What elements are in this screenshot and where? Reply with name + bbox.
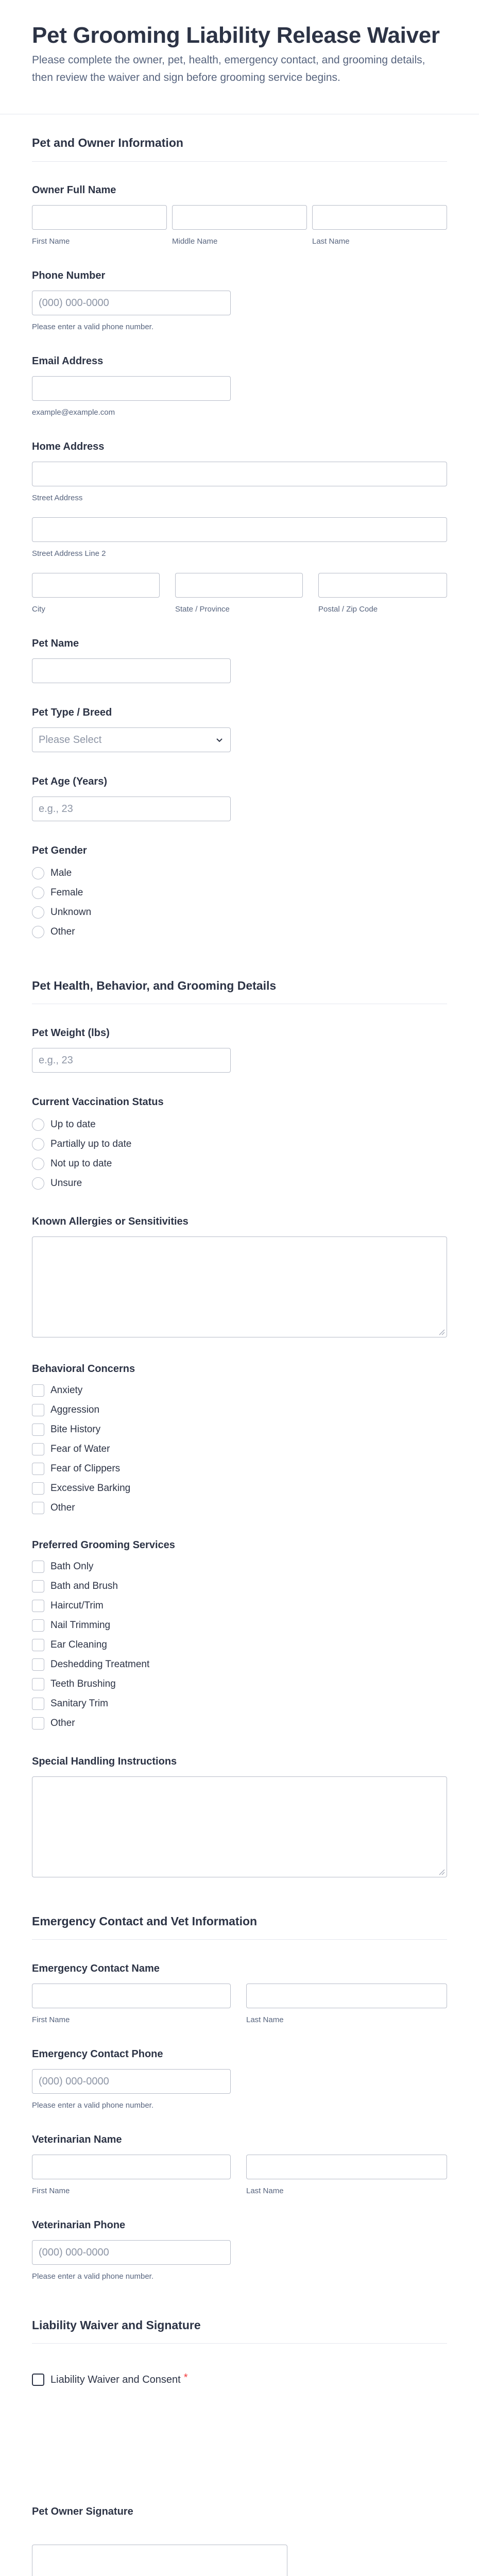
checkbox[interactable] [32, 1443, 44, 1455]
checkbox[interactable] [32, 1678, 44, 1690]
gender-option-other[interactable]: Other [32, 925, 75, 939]
phone-number-input[interactable] [32, 291, 231, 315]
pet-age-label: Pet Age (Years) [32, 776, 107, 787]
city-input[interactable] [32, 573, 160, 598]
behavior-option-other[interactable]: Other [32, 1501, 75, 1515]
behavior-option-anxiety[interactable]: Anxiety [32, 1384, 82, 1397]
checkbox[interactable] [32, 1482, 44, 1495]
checkbox[interactable] [32, 1639, 44, 1651]
pet-type-select[interactable] [32, 727, 231, 752]
owner-first-name-sublabel: First Name [32, 237, 70, 246]
emergency-first-name-sublabel: First Name [32, 2015, 70, 2024]
service-option-other[interactable]: Other [32, 1717, 75, 1730]
pet-type-selected-value: Please Select [39, 734, 102, 745]
vet-first-name-sublabel: First Name [32, 2187, 70, 2195]
section-heading-emergency: Emergency Contact and Vet Information [32, 1914, 258, 1928]
radio-button[interactable] [32, 867, 44, 879]
state-sublabel: State / Province [175, 605, 230, 614]
zip-input[interactable] [318, 573, 447, 598]
street-address-2-sublabel: Street Address Line 2 [32, 549, 106, 558]
allergies-textarea[interactable] [32, 1236, 447, 1337]
emergency-phone-helper: Please enter a valid phone number. [32, 2101, 153, 2110]
grooming-services-label: Preferred Grooming Services [32, 1539, 175, 1551]
chevron-down-icon [215, 735, 224, 744]
service-option-nail-trimming[interactable]: Nail Trimming [32, 1619, 110, 1632]
phone-number-label: Phone Number [32, 270, 106, 281]
section-divider [32, 1939, 447, 1940]
vet-phone-input[interactable] [32, 2240, 231, 2265]
service-option-sanitary-trim[interactable]: Sanitary Trim [32, 1697, 108, 1710]
checkbox[interactable] [32, 1384, 44, 1397]
radio-button[interactable] [32, 1118, 44, 1131]
owner-name-label: Owner Full Name [32, 184, 116, 196]
radio-button[interactable] [32, 1158, 44, 1170]
pet-type-label: Pet Type / Breed [32, 707, 112, 718]
checkbox[interactable] [32, 1463, 44, 1475]
street-address-input[interactable] [32, 462, 447, 486]
vaccination-option-up-to-date[interactable]: Up to date [32, 1118, 96, 1131]
vaccination-option-not-up-to-date[interactable]: Not up to date [32, 1157, 112, 1171]
veterinarian-phone-label: Veterinarian Phone [32, 2219, 126, 2231]
checkbox[interactable] [32, 1717, 44, 1730]
checkbox[interactable] [32, 1658, 44, 1671]
phone-number-helper: Please enter a valid phone number. [32, 323, 153, 331]
state-input[interactable] [175, 573, 303, 598]
section-divider [32, 161, 447, 162]
emergency-phone-label: Emergency Contact Phone [32, 2048, 163, 2060]
checkbox[interactable] [32, 1600, 44, 1612]
vaccination-status-label: Current Vaccination Status [32, 1096, 164, 1108]
section-heading-pet-owner: Pet and Owner Information [32, 136, 183, 149]
form-description: Please complete the owner, pet, health, emergency contact, and grooming details, then review the waiver and sign before grooming service begins. [32, 54, 425, 83]
waiver-consent-checkbox[interactable] [32, 2374, 44, 2386]
radio-button[interactable] [32, 906, 44, 919]
city-sublabel: City [32, 605, 45, 614]
vet-last-name-input[interactable] [246, 2155, 447, 2179]
special-handling-textarea[interactable] [32, 1776, 447, 1877]
gender-option-male[interactable]: Male [32, 867, 72, 880]
street-address-2-input[interactable] [32, 517, 447, 542]
emergency-phone-input[interactable] [32, 2069, 231, 2094]
service-option-bath-only[interactable]: Bath Only [32, 1560, 93, 1573]
owner-middle-name-input[interactable] [172, 205, 307, 230]
emergency-last-name-sublabel: Last Name [246, 2015, 284, 2024]
pet-weight-label: Pet Weight (lbs) [32, 1027, 110, 1039]
signature-pad[interactable] [32, 2545, 287, 2576]
street-address-sublabel: Street Address [32, 494, 83, 502]
behavioral-concerns-label: Behavioral Concerns [32, 1363, 135, 1375]
vet-first-name-input[interactable] [32, 2155, 231, 2179]
section-heading-health: Pet Health, Behavior, and Grooming Details [32, 979, 277, 992]
waiver-consent-label: Liability Waiver and Consent [50, 2374, 181, 2385]
checkbox[interactable] [32, 1580, 44, 1592]
service-option-bath-and-brush[interactable]: Bath and Brush [32, 1580, 118, 1593]
section-divider [32, 2343, 447, 2344]
behavior-option-excessive-barking[interactable]: Excessive Barking [32, 1482, 130, 1495]
pet-name-label: Pet Name [32, 638, 79, 649]
emergency-contact-name-label: Emergency Contact Name [32, 1963, 160, 1974]
section-heading-waiver: Liability Waiver and Signature [32, 2318, 201, 2332]
allergies-label: Known Allergies or Sensitivities [32, 1216, 189, 1227]
email-input[interactable] [32, 376, 231, 401]
behavior-option-fear-of-clippers[interactable]: Fear of Clippers [32, 1462, 120, 1476]
emergency-last-name-input[interactable] [246, 1984, 447, 2008]
vet-last-name-sublabel: Last Name [246, 2187, 284, 2195]
service-option-teeth-brushing[interactable]: Teeth Brushing [32, 1677, 116, 1691]
radio-button[interactable] [32, 1138, 44, 1150]
radio-button[interactable] [32, 926, 44, 938]
required-asterisk: * [183, 2372, 188, 2383]
vaccination-option-partially[interactable]: Partially up to date [32, 1138, 131, 1151]
owner-last-name-input[interactable] [312, 205, 447, 230]
pet-name-input[interactable] [32, 658, 231, 683]
checkbox[interactable] [32, 1698, 44, 1710]
checkbox[interactable] [32, 1423, 44, 1436]
service-option-ear-cleaning[interactable]: Ear Cleaning [32, 1638, 107, 1652]
pet-gender-label: Pet Gender [32, 845, 87, 856]
service-option-deshedding[interactable]: Deshedding Treatment [32, 1658, 149, 1671]
behavior-option-aggression[interactable]: Aggression [32, 1403, 99, 1417]
special-handling-label: Special Handling Instructions [32, 1756, 177, 1767]
veterinarian-name-label: Veterinarian Name [32, 2134, 122, 2145]
checkbox[interactable] [32, 1502, 44, 1514]
radio-button[interactable] [32, 1177, 44, 1190]
behavior-option-bite-history[interactable]: Bite History [32, 1423, 100, 1436]
pet-weight-input[interactable] [32, 1048, 231, 1073]
resize-grip-icon[interactable] [438, 1868, 445, 1875]
email-helper: example@example.com [32, 408, 115, 417]
owner-last-name-sublabel: Last Name [312, 237, 350, 246]
behavior-option-fear-of-water[interactable]: Fear of Water [32, 1443, 110, 1456]
gender-option-unknown[interactable]: Unknown [32, 906, 91, 919]
checkbox[interactable] [32, 1404, 44, 1416]
resize-grip-icon[interactable] [438, 1328, 445, 1335]
email-label: Email Address [32, 355, 104, 367]
emergency-first-name-input[interactable] [32, 1984, 231, 2008]
waiver-consent-checkbox-row[interactable] [32, 2373, 188, 2386]
gender-option-female[interactable]: Female [32, 886, 83, 900]
vaccination-option-unsure[interactable]: Unsure [32, 1177, 82, 1190]
form-title: Pet Grooming Liability Release Waiver [32, 23, 440, 48]
service-option-haircut-trim[interactable]: Haircut/Trim [32, 1599, 104, 1613]
vet-phone-helper: Please enter a valid phone number. [32, 2272, 153, 2281]
zip-sublabel: Postal / Zip Code [318, 605, 378, 614]
owner-middle-name-sublabel: Middle Name [172, 237, 218, 246]
signature-label: Pet Owner Signature [32, 2506, 133, 2517]
checkbox[interactable] [32, 1619, 44, 1632]
pet-age-input[interactable] [32, 796, 231, 821]
radio-button[interactable] [32, 887, 44, 899]
home-address-label: Home Address [32, 441, 105, 452]
checkbox[interactable] [32, 1561, 44, 1573]
owner-first-name-input[interactable] [32, 205, 167, 230]
form-header [0, 0, 479, 114]
